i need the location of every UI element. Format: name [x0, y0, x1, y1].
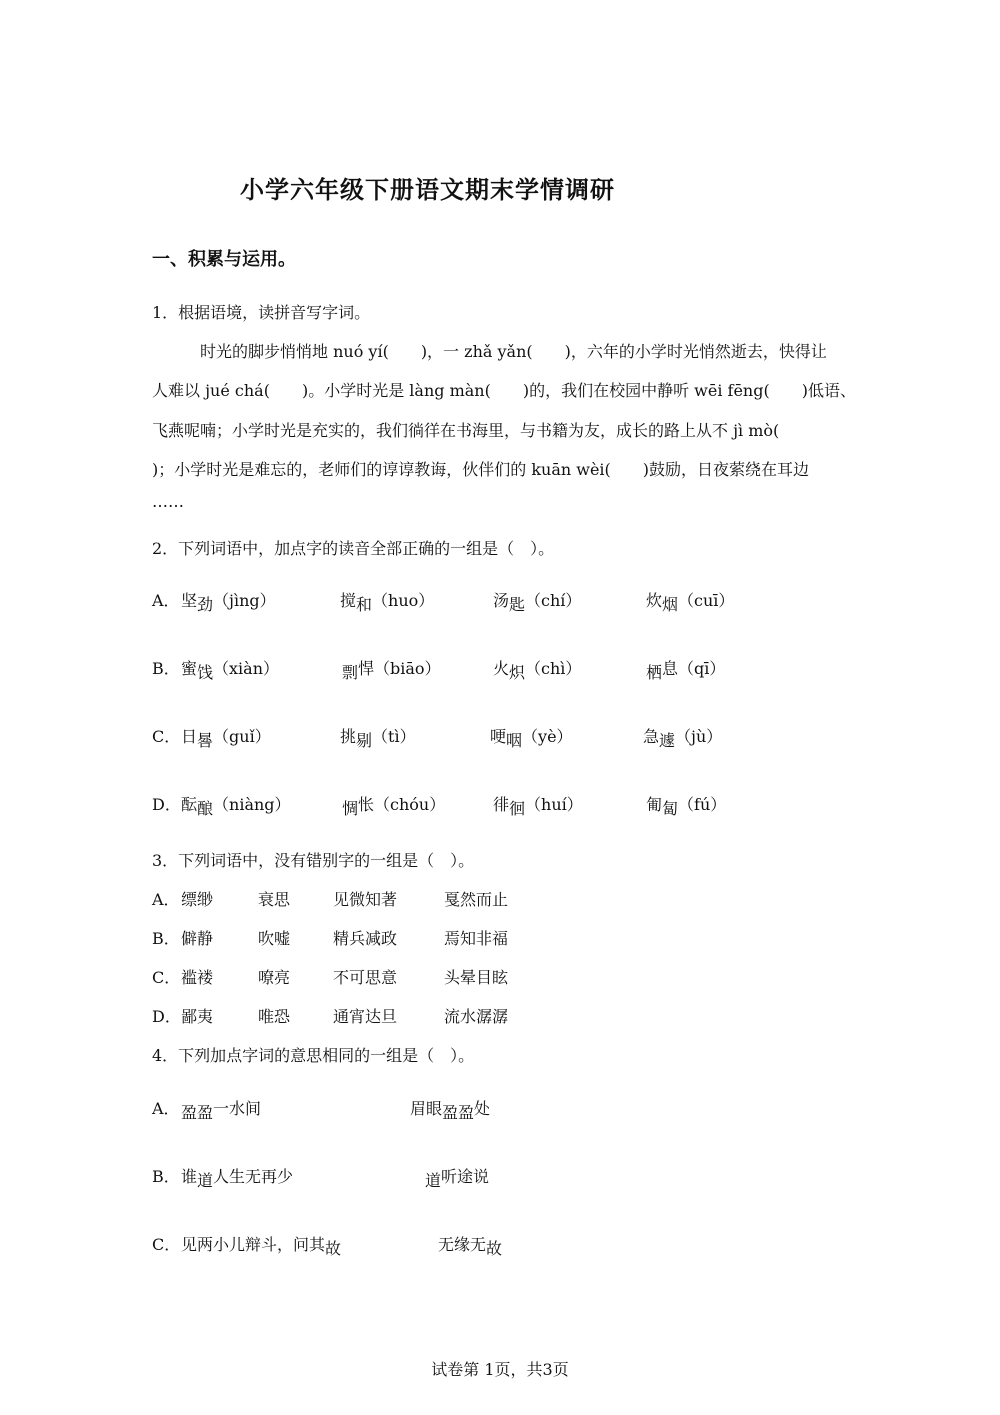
- q1-line-5: ……: [152, 492, 184, 511]
- page-title: 小学六年级下册语文期末学情调研: [240, 175, 615, 204]
- q1-stem: 1．根据语境，读拼音写字词。: [152, 303, 371, 322]
- option-label: B．: [152, 659, 180, 678]
- q1-line-1: 时光的脚步悄悄地 nuó yí( )，一 zhǎ yǎn( )，六年的小学时光悄然逝去，快得让: [200, 342, 827, 361]
- option-label: C．: [152, 727, 181, 746]
- q3-option-b: B． 僻静 吹嘘 精兵减政 焉知非福: [152, 929, 509, 948]
- q3-option-c: C． 褴褛 嘹亮 不可思意 头晕目眩: [152, 968, 509, 987]
- q3-option-d: D． 鄙夷 唯恐 通宵达旦 流水潺潺: [152, 1007, 509, 1026]
- q2-stem: 2．下列词语中，加点字的读音全部正确的一组是（ ）。: [152, 539, 555, 558]
- q2-option-a: A． 坚劲（jìng） 搅和（huo） 汤匙（chí） 炊烟（cuī）: [152, 588, 852, 618]
- q2-option-b: B． 蜜饯（xiàn） 剽悍（biāo） 火炽（chì） 栖息（qī）: [152, 656, 852, 686]
- q3-stem: 3．下列词语中，没有错别字的一组是（ ）。: [152, 851, 475, 870]
- q2-option-d: D． 酝酿（niàng） 惆怅（chóu） 徘徊（huí） 匍匐（fú）: [152, 792, 852, 822]
- page-footer: 试卷第 1页，共3页: [431, 1360, 569, 1379]
- q4-option-b: B． 谁道人生无再少 道听途说: [152, 1167, 490, 1190]
- q1-line-2: 人难以 jué chá( )。小学时光是 làng màn( )的，我们在校园中静听 wēi fēng( )低语、: [152, 381, 856, 400]
- q4-option-c: C． 见两小儿辩斗，问其故 无缘无故: [152, 1235, 503, 1258]
- q2-option-c: C． 日晷（guǐ） 挑剔（tì） 哽咽（yè） 急遽（jù）: [152, 724, 852, 754]
- section-heading: 一、积累与运用。: [152, 249, 296, 270]
- q4-option-a: A． 盈盈一水间 眉眼盈盈处: [152, 1099, 491, 1122]
- q1-line-4: )；小学时光是难忘的，老师们的谆谆教诲，伙伴们的 kuān wèi( )鼓励，日夜萦绕在耳边: [152, 460, 810, 479]
- option-label: A．: [152, 591, 180, 610]
- q1-line-3: 飞燕呢喃；小学时光是充实的，我们徜徉在书海里，与书籍为友，成长的路上从不 jì mò(: [152, 421, 780, 440]
- option-label: D．: [152, 795, 181, 814]
- q4-stem: 4．下列加点字词的意思相同的一组是（ ）。: [152, 1046, 475, 1065]
- q3-option-a: A． 缥缈 衰思 见微知著 戛然而止: [152, 890, 509, 909]
